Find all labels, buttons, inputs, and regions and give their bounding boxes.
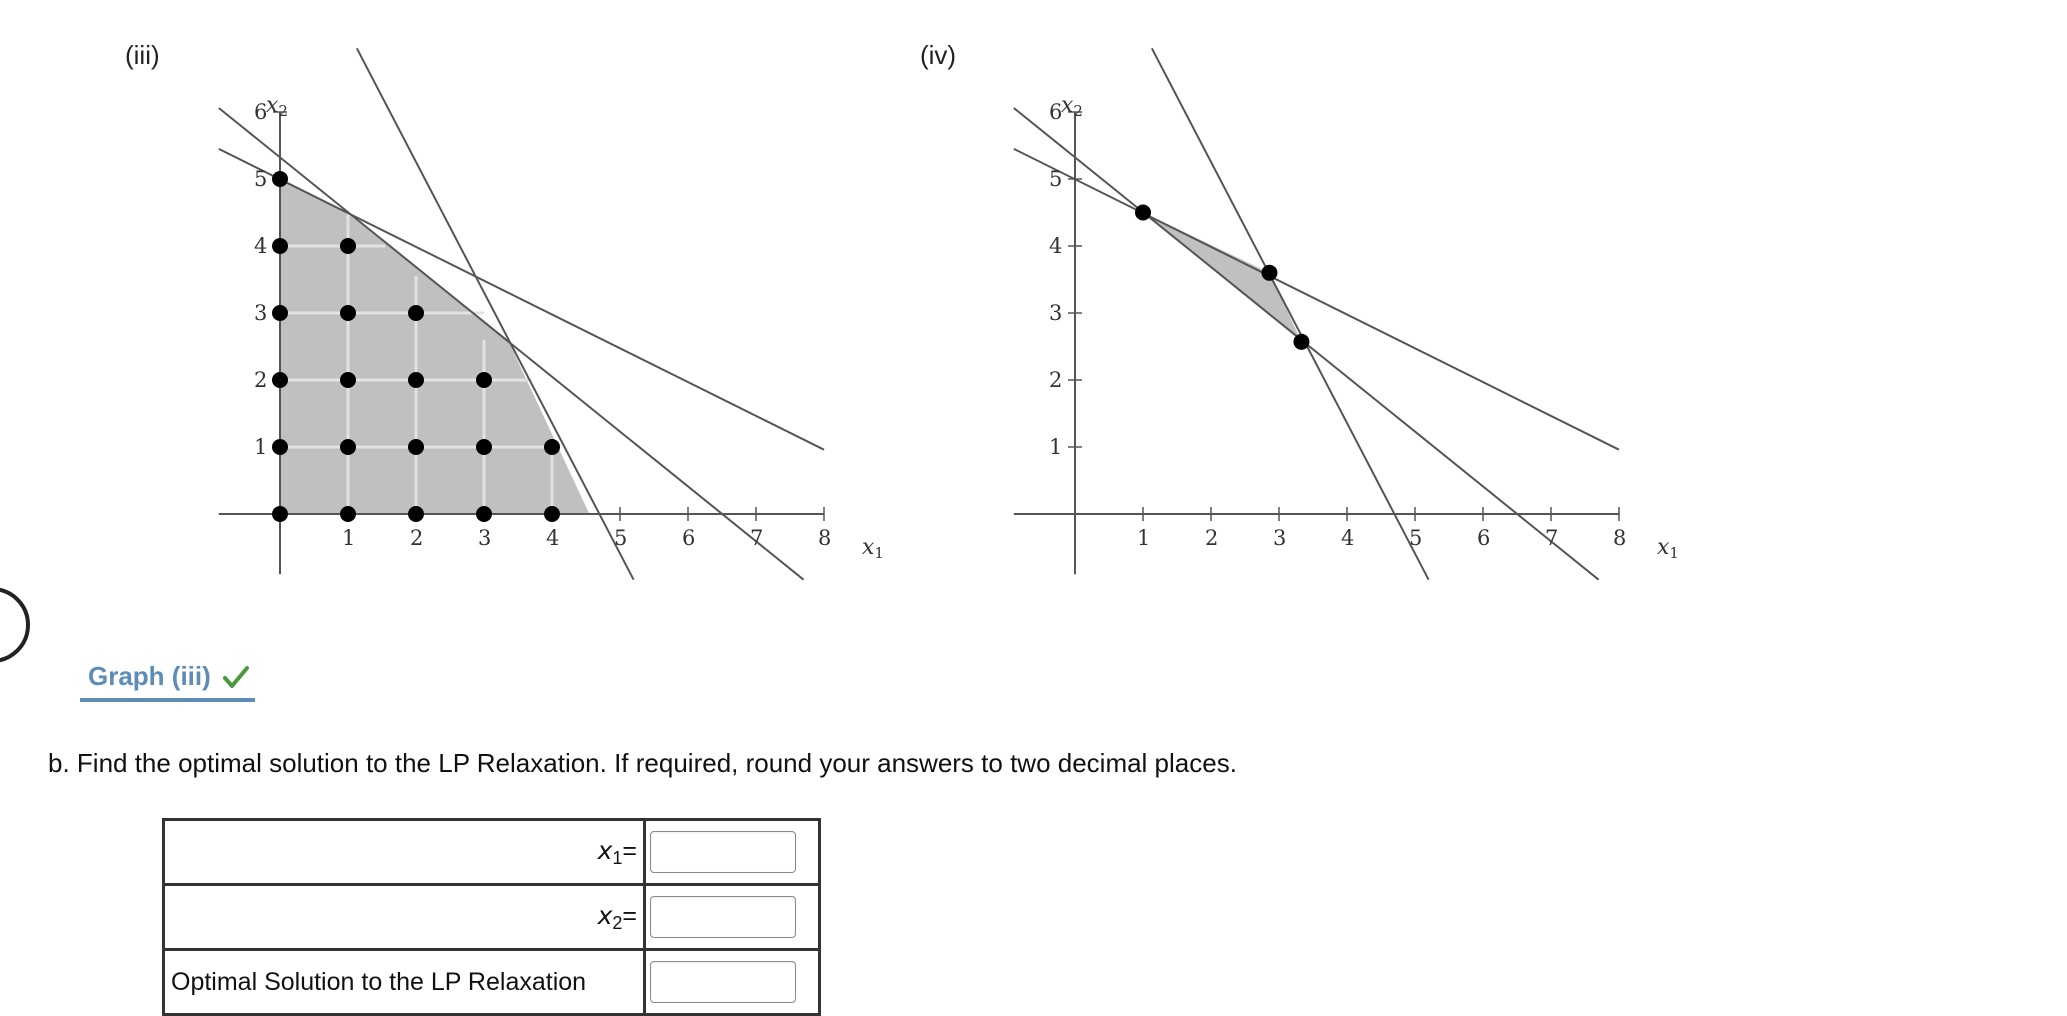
data-point — [544, 506, 560, 522]
graph-iv-label: (iv) — [920, 40, 957, 70]
data-point — [1261, 265, 1277, 281]
answer-table — [162, 818, 821, 1016]
x2-tick-label: 6 — [254, 100, 268, 124]
checkmark-icon — [223, 665, 249, 689]
x2-tick-label: 1 — [254, 435, 268, 459]
data-point — [476, 372, 492, 388]
table-row — [164, 950, 820, 1015]
data-point — [408, 305, 424, 321]
graph-iii-label: (iii) — [125, 40, 160, 70]
x2-label: $x_2=$ — [164, 885, 645, 950]
data-point — [408, 506, 424, 522]
graph-iii-link-label[interactable]: Graph (iii) — [88, 661, 211, 691]
data-point — [476, 506, 492, 522]
optimal-solution-label: Optimal Solution to the LP Relaxation — [164, 950, 645, 1015]
data-point — [340, 372, 356, 388]
data-point — [340, 439, 356, 455]
data-point — [340, 305, 356, 321]
x1-tick-label: 4 — [1341, 526, 1355, 550]
x2-input[interactable] — [650, 896, 796, 938]
x1-tick-label: 7 — [1545, 526, 1559, 550]
x1-tick-label: 5 — [614, 526, 628, 550]
x2-axis-label: x2 — [266, 93, 288, 120]
x1-tick-label: 1 — [342, 526, 356, 550]
data-point — [408, 372, 424, 388]
table-row — [164, 885, 820, 950]
x1-axis-label: x1 — [1657, 535, 1679, 562]
x1-tick-label: 8 — [1613, 526, 1627, 550]
x1-tick-label: 3 — [1273, 526, 1287, 550]
question-b: b. Find the optimal solution to the LP Relaxation. If required, round your answers to two decimal places. — [48, 748, 1237, 778]
x2-axis-label: x2 — [1061, 93, 1083, 120]
graph-iii — [210, 40, 910, 600]
data-point — [272, 506, 288, 522]
side-circle-icon — [0, 587, 30, 663]
x1-tick-label: 1 — [1137, 526, 1151, 550]
x1-input[interactable] — [650, 831, 796, 873]
x2-tick-label: 6 — [1049, 100, 1063, 124]
data-point — [476, 439, 492, 455]
feasible-region — [280, 179, 589, 514]
data-point — [272, 439, 288, 455]
x1-tick-label: 7 — [750, 526, 764, 550]
constraint-line — [1014, 149, 1619, 450]
x2-tick-label: 3 — [1049, 301, 1063, 325]
data-point — [544, 439, 560, 455]
data-point — [408, 439, 424, 455]
graph-iv — [1005, 40, 1705, 600]
data-point — [272, 305, 288, 321]
x2-tick-label: 5 — [254, 167, 268, 191]
x1-tick-label: 2 — [1205, 526, 1219, 550]
data-point — [340, 238, 356, 254]
x2-tick-label: 1 — [1049, 435, 1063, 459]
x2-tick-label: 3 — [254, 301, 268, 325]
data-point — [1135, 205, 1151, 221]
x2-tick-label: 5 — [1049, 167, 1063, 191]
x1-tick-label: 5 — [1409, 526, 1423, 550]
data-point — [272, 171, 288, 187]
x1-tick-label: 6 — [682, 526, 696, 550]
x2-tick-label: 2 — [1049, 368, 1063, 392]
x1-tick-label: 2 — [410, 526, 424, 550]
data-point — [340, 506, 356, 522]
graph-iii-answer-link[interactable] — [80, 661, 255, 702]
data-point — [1293, 334, 1309, 350]
x1-label: $x_1=$ — [164, 820, 645, 885]
x1-tick-label: 4 — [546, 526, 560, 550]
table-row — [164, 820, 820, 885]
x2-tick-label: 4 — [254, 234, 268, 258]
x2-tick-label: 2 — [254, 368, 268, 392]
x1-tick-label: 8 — [818, 526, 832, 550]
x1-tick-label: 6 — [1477, 526, 1491, 550]
data-point — [272, 238, 288, 254]
data-point — [272, 372, 288, 388]
constraint-line — [1152, 48, 1429, 579]
x1-axis-label: x1 — [862, 535, 884, 562]
optimal-solution-input[interactable] — [650, 961, 796, 1003]
x2-tick-label: 4 — [1049, 234, 1063, 258]
x1-tick-label: 3 — [478, 526, 492, 550]
